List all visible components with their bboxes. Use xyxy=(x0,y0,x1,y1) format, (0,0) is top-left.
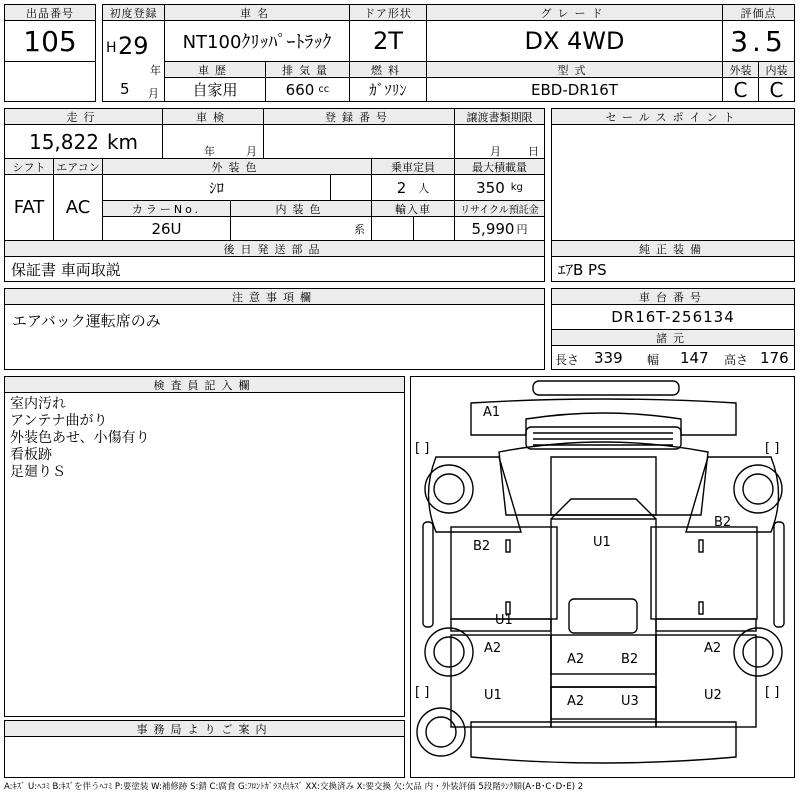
diagram-windshield xyxy=(551,457,656,515)
inspector-label: 検査員記入欄 xyxy=(4,376,405,393)
equipment-label: 純正装備 xyxy=(551,240,795,257)
load-cell xyxy=(454,174,545,201)
import-label: 輸入車 xyxy=(371,200,455,217)
mark-b2-bed: B2 xyxy=(621,652,639,667)
parts-value: 保証書 車両取説 xyxy=(4,256,545,282)
diagram-left-door xyxy=(451,527,557,619)
exterior-value: C xyxy=(722,77,759,102)
diagram-right-fender xyxy=(686,457,779,532)
diagram-rear-right-hub xyxy=(743,637,773,667)
mark-u2-rear: U2 xyxy=(704,688,722,703)
int-color-label: 内装色 xyxy=(230,200,372,217)
width-label: 幅 xyxy=(647,353,660,367)
model-value: EBD-DR16T xyxy=(426,77,723,102)
mark-a2-bed: A2 xyxy=(567,652,585,667)
plate-label: 登録番号 xyxy=(263,108,455,125)
mark-u3-gate: U3 xyxy=(621,694,639,709)
reg-era: H xyxy=(106,40,117,56)
inspector-line: アンテナ曲がり xyxy=(10,413,108,429)
seats-value: 2 xyxy=(396,178,407,197)
displacement-unit: cc xyxy=(318,84,330,95)
door-label: ドア形状 xyxy=(349,4,427,21)
mileage-value: 15,822 xyxy=(28,129,99,154)
car-diagram xyxy=(410,376,795,778)
legend: A:ｷｽﾞ U:ﾍｺﾐ B:ｷｽﾞを伴うﾍｺﾐ P:要塗装 W:補修跡 S:錆 C:腐食 G:ﾌﾛﾝﾄｶﾞﾗｽ点ｷｽﾞ XX:交換済み X:要交換 欠:欠品 内・外装評価 5段階ﾗﾝｸ順(A･B･C･D･E) 2 xyxy=(4,782,584,792)
mileage-cell xyxy=(4,124,163,159)
exterior-label: 外装 xyxy=(722,61,759,78)
inspection-label: 車検 xyxy=(162,108,264,125)
import-cell-a xyxy=(371,216,414,241)
lot-number-blank xyxy=(4,61,96,102)
grade-value: DX 4WD xyxy=(426,20,723,62)
diagram-right-step xyxy=(774,522,784,627)
office-label: 事務局よりご案内 xyxy=(4,720,405,737)
diagram-right-door xyxy=(651,527,757,619)
load-label: 最大積載量 xyxy=(454,158,545,175)
color-no-label: カラーNo. xyxy=(102,200,231,217)
transfer-month-unit: 月 xyxy=(490,145,501,158)
import-cell-b xyxy=(413,216,455,241)
history-label: 車歴 xyxy=(164,61,266,78)
diagram-rear-window xyxy=(569,599,637,633)
length-value: 339 xyxy=(594,349,623,367)
mark-b2-right: B2 xyxy=(714,515,732,530)
mark-a2-right: A2 xyxy=(704,641,722,656)
diagram-mark xyxy=(699,540,703,552)
color-blank xyxy=(330,174,372,201)
seats-label: 乗車定員 xyxy=(371,158,455,175)
mark-u1-rear: U1 xyxy=(484,688,502,703)
score-label: 評価点 xyxy=(722,4,795,21)
equipment-value: ｴｱB PS xyxy=(551,256,795,282)
load-unit: kg xyxy=(510,182,523,193)
diagram-right-bed-rail xyxy=(656,619,756,631)
inspector-line: 室内汚れ xyxy=(10,396,66,412)
inspector-line: 足廻りＳ xyxy=(10,464,66,480)
car-diagram-svg xyxy=(411,377,796,779)
car-name-label: 車名 xyxy=(164,4,350,21)
sales-point-value xyxy=(551,124,795,241)
parts-label: 後日発送部品 xyxy=(4,240,545,257)
diagram-top-bar xyxy=(533,381,679,395)
diagram-rear-bumper xyxy=(471,722,736,763)
door-value: 2T xyxy=(349,20,427,62)
mark-a2-left: A2 xyxy=(484,641,502,656)
chassis-label: 車台番号 xyxy=(551,288,795,305)
inspector-lines xyxy=(10,396,150,481)
mark-u1-cab: U1 xyxy=(593,535,611,550)
color-label: 外装色 xyxy=(102,158,372,175)
diagram-hood xyxy=(499,442,708,515)
model-label: 型式 xyxy=(426,61,723,78)
diagram-rear-left-hub xyxy=(434,637,464,667)
car-name-value: NT100ｸﾘｯﾊﾟｰﾄﾗｯｸ xyxy=(164,20,350,62)
reg-month: 5 xyxy=(120,80,130,98)
diagram-front-right-wheel xyxy=(734,465,782,513)
plate-value xyxy=(263,124,455,159)
recycle-label: リサイクル預託金 xyxy=(454,200,545,217)
bracket-front-left: [ ] xyxy=(415,441,430,456)
fuel-value: ｶﾞｿﾘﾝ xyxy=(349,77,427,102)
mark-a2-gate: A2 xyxy=(567,694,585,709)
height-label: 高さ xyxy=(724,353,749,367)
diagram-cab-top xyxy=(551,499,656,519)
displacement-value: 660 xyxy=(285,80,315,99)
length-label: 長さ xyxy=(555,353,580,367)
inspector-line: 看板跡 xyxy=(10,447,52,463)
first-reg-label: 初度登録 xyxy=(102,4,165,21)
transfer-label: 譲渡書類期限 xyxy=(454,108,545,125)
lot-number-value: 105 xyxy=(4,20,96,62)
diagram-grille-lines xyxy=(533,433,673,445)
mileage-label: 走行 xyxy=(4,108,163,125)
diagram-mark xyxy=(506,540,510,552)
diagram-front-left-wheel xyxy=(425,465,473,513)
seats-cell xyxy=(371,174,455,201)
diagram-left-fender xyxy=(429,457,522,532)
recycle-value: 5,990 xyxy=(471,219,515,238)
interior-label: 内装 xyxy=(758,61,795,78)
reg-month-unit: 月 xyxy=(148,87,159,100)
diagram-front-right-hub xyxy=(743,474,773,504)
ac-label: エアコン xyxy=(53,158,103,175)
history-value: 自家用 xyxy=(164,77,266,102)
chassis-value: DR16T-256134 xyxy=(551,304,795,330)
notes-value: エアバック運転席のみ xyxy=(12,312,161,330)
grade-label: グレード xyxy=(426,4,723,21)
ac-value: AC xyxy=(53,174,103,241)
sales-point-label: セールスポイント xyxy=(551,108,795,125)
load-value: 350 xyxy=(476,178,505,197)
dims-box xyxy=(551,345,795,370)
notes-label: 注意事項欄 xyxy=(4,288,545,305)
recycle-unit: 円 xyxy=(516,222,528,236)
shift-value: FAT xyxy=(4,174,54,241)
reg-year-unit: 年 xyxy=(150,64,161,77)
mark-a1: A1 xyxy=(483,405,501,420)
shift-label: シフト xyxy=(4,158,54,175)
int-color-unit: 系 xyxy=(230,216,372,241)
color-value: ｼﾛ xyxy=(102,174,331,201)
mark-u1-bed: U1 xyxy=(495,613,513,628)
score-value: 3.5 xyxy=(722,20,795,62)
color-no-value: 26U xyxy=(102,216,231,241)
lot-number-label: 出品番号 xyxy=(4,4,96,21)
diagram-front-left-hub xyxy=(434,474,464,504)
displacement-cell xyxy=(265,77,350,102)
diagram-mark xyxy=(699,602,703,614)
inspection-month-unit: 月 xyxy=(246,145,257,158)
diagram-grille xyxy=(526,427,681,449)
bracket-rear-left: [ ] xyxy=(415,685,430,700)
reg-year: 29 xyxy=(118,32,149,60)
interior-value: C xyxy=(758,77,795,102)
transfer-day-unit: 日 xyxy=(528,145,539,158)
seats-unit: 人 xyxy=(418,181,430,195)
recycle-cell xyxy=(454,216,545,241)
inspector-line: 外装色あせ、小傷有り xyxy=(10,430,150,446)
mileage-unit: km xyxy=(106,129,139,154)
inspection-year-unit: 年 xyxy=(204,145,215,158)
dims-label: 諸元 xyxy=(551,329,795,346)
width-value: 147 xyxy=(680,349,709,367)
bracket-front-right: [ ] xyxy=(765,441,780,456)
displacement-label: 排気量 xyxy=(265,61,350,78)
diagram-left-step xyxy=(423,522,433,627)
diagram-spare-wheel xyxy=(417,708,465,756)
office-value xyxy=(4,736,405,778)
fuel-label: 燃料 xyxy=(349,61,427,78)
bracket-rear-right: [ ] xyxy=(765,685,780,700)
diagram-front-bumper xyxy=(471,399,736,435)
height-value: 176 xyxy=(760,349,789,367)
mark-b2-left: B2 xyxy=(473,539,491,554)
